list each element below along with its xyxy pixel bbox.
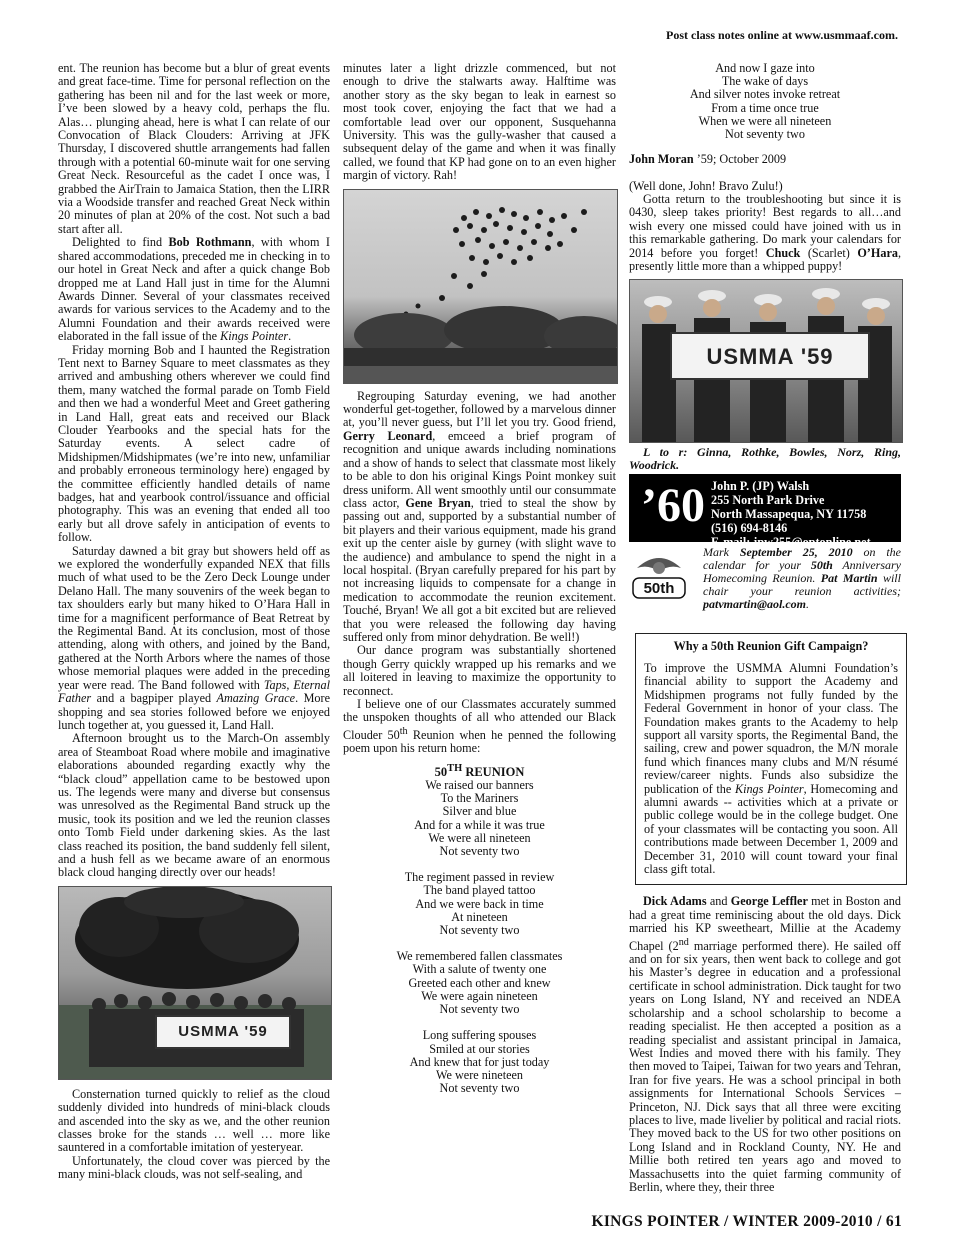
gift-campaign-box [635,633,907,885]
secretary-phone: (516) 694-8146 [711,521,788,536]
col1-paragraph-5: Afternoon brought us to the March-On assembly area of Steamboat Road where mobile and imaginative elaborations abounded regarding exactly why the “black cloud” appellation came to be bestowed upon us. The legends were many and diverse but consensus was unresolved as the Regimental Band struck up the music, took its position and we led the reunion classes onto Tomb Field under darkening skies. As the last class reached its position, the band suddenly fell silent, and a hush fell as we became aware of an enormous black cloud hanging directly over our heads! [58,731,330,880]
reunion-email[interactable]: patvmartin@aol.com [703,597,806,612]
poem [343,762,616,1096]
col1-paragraph-4: Saturday dawned a bit gray but showers held off as we explored the wonderfully expanded NEX that fills much of what used to be the Zero Deck Lounge under Delano Hall. The many souvenirs of the week began to tax shoulders early but many hiked to O’Hara Hall in time for a magnificent performance of Beat Retreat by the Regimental Band. At its conclusion, most of those attending, along with others, and joined by the Band, gathered at the North Arbors where the names of those whose memorial plaques were added in the preceding year were read. The Band followed with Taps, Eternal Father and a bagpiper played Amazing Grace. More shopping and sea stories followed before we enjoyed lunch together at, you guessed it, Land Hall. [58,543,330,732]
poem-stanza: We remembered fallen classmates With a salute of twenty one Greeted each other and knew We were again nineteen Not seventy two [396,949,563,1017]
usmma-banner: USMMA '59 [155,1015,291,1049]
col1-paragraph-1: ent. The reunion has become but a blur of great events and great face-time. Time for personal reflection on the gathering has been nil and for the last week or more, I’ve been slowed by a heavy cold, perhaps the flu. Alas… plunging ahead, here is what I can relate of our Convocation of Black Clouders: Arriving at JFK Thursday, I discovered shuttle arrangements had fallen through with a potential 60-minute wait for one serving Great Neck. Resourceful as the cadet I once was, I grabbed the AirTrain to Jamaica Station, then the LIRR via a Woodside transfer and reached Great Neck within 20 minutes of plan at 20% of the cost. Not such a bad start after all. [58,61,330,236]
col2-paragraph-3: Our dance program was substantially shortened though Gerry quickly wrapped up his remarks and we all loitered in leaving to maximize the opportunity to reconnect. [343,643,616,698]
col2-paragraph-2: Regrouping Saturday evening, we had another wonderful get-together, followed by a marvelous dinner at, you’ll never guess, but I’ll let you try. Good friend, Gerry Leonard, emceed a brief program of recognition and unique awards including nominations and a show of hands to select that classmate most likely to be able to don his original Kings Point monkey suit dress uniform. All went smoothly until our consummate class actor, Gene Bryan, tried to steal the show by passing out and, supported by a substantial number of bit players and their various equipment, made his grand exit up the center aisle by gurney (with slight wave to the audience) and ambulance to spend the night in a local hospital. (Bryan carefully prepared for his part by not increasing liquids to compensate for a change in medication to accommodate the reunion excitement. Touché, Bryan! We all got a bit excited but are relieved that you were released the following day having suffered only from minor dehydration. Be well!) [343,388,616,644]
classmates-group-photo [629,279,903,443]
eagle-emblem-icon [629,546,689,608]
col3-paragraph-1: (Well done, John! Bravo Zulu!) [629,178,783,193]
page-footer: KINGS POINTER / WINTER 2009-2010 / 61 [591,1213,902,1230]
poem-attribution: John Moran ’59; October 2009 [629,152,787,167]
poem-stanza: The regiment passed in review The band played tattoo And we were back in time At nineteen Not seventy two [404,870,555,938]
gift-campaign-title: Why a 50th Reunion Gift Campaign? [673,639,869,654]
col1-paragraph-7: Unfortunately, the cloud cover was pierced by the many mini-black clouds, was not self-sealing, and [58,1153,330,1182]
usmma-banner: USMMA '59 [670,332,870,380]
50th-anniversary-logo [629,546,689,608]
secretary-name: John P. (JP) Walsh [711,479,810,494]
col3-paragraph-2: Gotta return to the troubleshooting but since it is 0430, sleep takes priority! Best regards to all…and wish every one missed could have joined with us in this remarkable gathering. Do mark your calendars for 2014 before you forget! Chuck (Scarlet) O’Hara, presently little more than a whipped puppy! [629,192,901,274]
logo-text: 50th [643,580,675,598]
balloon-cluster-graphic [59,887,331,1079]
publication-title: Kings Pointer [220,329,289,344]
balloons-rising-photo [343,189,618,384]
col1-paragraph-2: Delighted to find Bob Rothmann, with whom I shared accommodations, preceded me in checking in to our hotel in Great Neck and after a quick change Bob dropped me at Land Hall just in time for the Alumni Awards Dinner. Several of your classmates received awards for various services to the Academy and to the Alumni Foundation and their awards received were elaborated in the fall issue of the Kings Pointer. [58,235,330,344]
column-1 [58,62,330,1182]
photo-caption: L to r: Ginna, Rothke, Bowles, Norz, Ring, Woodrick. [629,445,901,473]
column-2 [343,62,616,1108]
person-name: Bob Rothmann [168,235,252,250]
gift-campaign-text: To improve the USMMA Alumni Foundation’s financial ability to support the Academy and Midshipmen programs not fully funded by the Federal Government in honor of your class. The Foundation makes grants to the Academy to help support all varsity sports, the Regimental Band, the sailing, crew and power squadron, the M/N morale fund which finances many clubs and M/N résumé review/career nights. Funds also subsidize the publication of the Kings Pointer, Homecoming and alumni awards -- activities which at a private or public college would be in the college budget. One of your classmates will be contacting you soon. All contributions made between December 1, 2009 and December 31, 2010 will count toward your final class gift total. [644,660,898,876]
secretary-email[interactable]: E-mail: jpw255@optonline.net [711,535,871,550]
online-note: Post class notes online at www.usmmaaf.com. [666,28,898,42]
col2-paragraph-1: minutes later a light drizzle commenced, but not enough to drive the stalwarts away. Halftime was another story as the sky began to leak in earnest so most took cover, enjoying the fact that we had a comfortable lead over our opponent, Susquehanna University. This was the gully-washer that caused a subsequent delay of the game and when it was finally called, we found that KP had gone on to an even higher margin of victory. Rah! [343,61,616,183]
class-contact-block [629,474,901,550]
col3-paragraph-3: Dick Adams and George Leffler met in Boston and had a great time reminiscing about the old days. Dick married his KP sweetheart, Millie at the Academy Chapel (2nd marriage performed there). He sailed off and on for six years, then went back to college and got his Master’s degree in education and a professional certificate in school administration. Dick taught for two years on Long Island, NY and received an NDEA scholarship and a school scholarship to become a reading specialist. He then accepted a position as a reading specialist and assistant principal in Jamaica, West Indies and moved there with his family. They then moved to Taipei, Taiwan for two years and Tehran, Iran for five years. He was a school principal in both assignments for International Schools Services – Princeton, NJ. Dick says that all three were exciting places to live, made livelier by political and racial riots. They moved back to the US for two other positions on Long Island and in Rockland County, NY. He and Millie both retired ten years ago and moved to Massachusetts into the quiet farming community of Berlin, where they, their three [629,894,901,1194]
class-year: ’60 [641,479,705,533]
secretary-city: North Massapequa, NY 11758 [711,507,867,522]
reunion-note [629,546,901,611]
poem-stanza: We raised our banners To the Mariners Silver and blue And for a while it was true We were all nineteen Not seventy two [414,778,545,859]
poem-stanza: Long suffering spouses Smiled at our stories And knew that for just today We were nineteen Not seventy two [409,1028,550,1096]
col1-paragraph-3: Friday morning Bob and I haunted the Registration Tent next to Barney Square to meet classmates as they arrived and ambushing others wherever we could find them, many watched the formal parade on Tomb Field and then we had a wonderful Meet and Greet gathering in Land Hall, great eats and received our Black Clouder Yearbooks and the special hats for the Saturday events. A select cadre of Midshipmen/Midshipmates (we’re into new, unfamiliar and probably erroneous terminology here) engaged by the committee efficiently handled details of name badges, hat and yearbook control/issuance and official photography. This was an evening that ended all too early but all drove safely in anticipation of events to follow. [58,342,330,545]
reunion-note-text: Mark September 25, 2010 on the calendar for your 50th Anniversary Homecoming Reunion. Pat Martin will chair your reunion activities; patvmartin@aol.com. [703,545,902,612]
class-secretary-contact [711,479,871,549]
secretary-street: 255 North Park Drive [711,493,825,508]
poem-title: 50TH REUNION [434,762,525,779]
col1-paragraph-6: Consternation turned quickly to relief as the cloud suddenly divided into hundreds of mini-black clouds and ascended into the sky as we, and the other reunion classes broke for the stands … well … more like sauntered in a comfortable imitation of yesteryear. [58,1086,330,1155]
column-3 [629,62,901,1194]
col2-paragraph-4: I believe one of our Classmates accurately summed the unspoken thoughts of all who attended our Black Clouder 50th Reunion when he penned the following poem upon his return home: [343,697,616,756]
poem-stanza-final: And now I gaze into The wake of days And silver notes invoke retreat From a time once true When we were all nineteen Not seventy two [689,61,841,142]
balloons-sky-graphic [344,190,617,383]
black-balloon-cloud-photo [58,886,332,1080]
